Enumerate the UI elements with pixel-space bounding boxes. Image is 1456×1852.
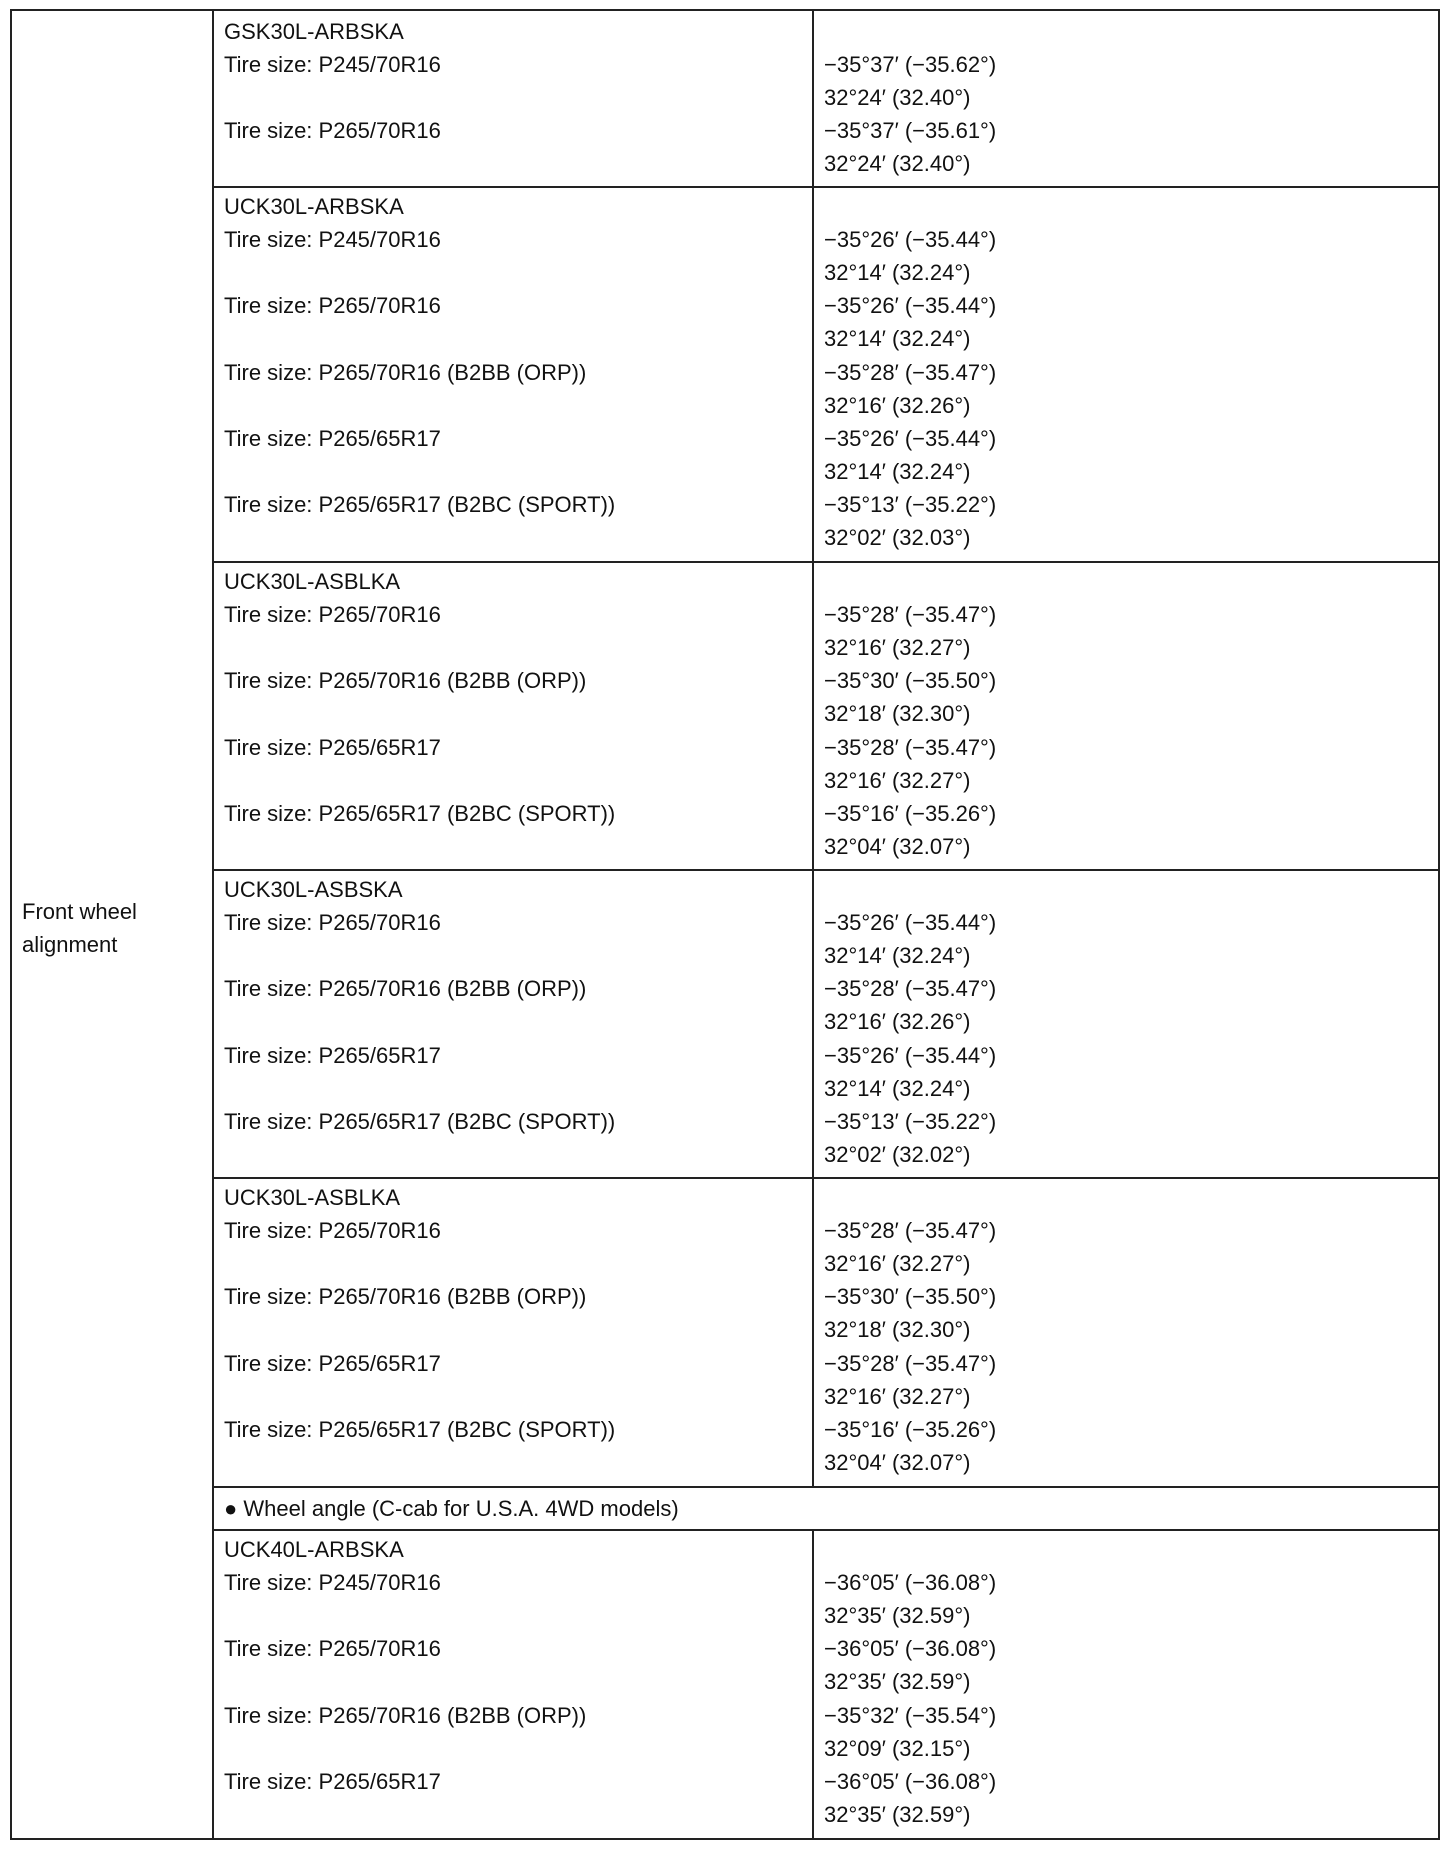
inner-wheel-angle: −35°26′ (−35.44°): [824, 293, 997, 319]
outer-wheel-angle: 32°35′ (32.59°): [824, 1603, 971, 1629]
outer-wheel-angle: 32°02′ (32.03°): [824, 525, 971, 550]
tire-size-label: Tire size: P265/70R16 (B2BB (ORP)): [224, 1702, 587, 1728]
inner-wheel-angle: −35°28′ (−35.47°): [824, 359, 997, 385]
row-separator: [212, 1177, 1438, 1179]
tire-size-label: Tire size: P265/65R17 (B2BC (SPORT)): [224, 1108, 616, 1134]
column-divider-values-top: [812, 11, 814, 1486]
tire-size-label: Tire size: P265/65R17: [224, 1768, 441, 1794]
inner-wheel-angle: −35°30′ (−35.50°): [824, 668, 997, 694]
inner-wheel-angle: −35°28′ (−35.47°): [824, 1218, 997, 1244]
row-separator: [212, 561, 1438, 563]
inner-wheel-angle: −35°26′ (−35.44°): [824, 1042, 997, 1068]
column-divider-label: [212, 11, 214, 1838]
outer-wheel-angle: 32°16′ (32.27°): [824, 1251, 971, 1277]
column-divider-values-bottom: [812, 1529, 814, 1840]
inner-wheel-angle: −35°28′ (−35.47°): [824, 734, 997, 760]
inner-wheel-angle: −35°32′ (−35.54°): [824, 1702, 997, 1728]
outer-wheel-angle: 32°16′ (32.26°): [824, 392, 971, 418]
tire-size-label: Tire size: P265/65R17: [224, 1350, 441, 1376]
tire-size-label: Tire size: P265/70R16: [224, 1636, 441, 1662]
outer-wheel-angle: 32°14′ (32.24°): [824, 326, 971, 352]
inner-wheel-angle: −35°16′ (−35.26°): [824, 800, 997, 826]
inner-wheel-angle: −35°37′ (−35.61°): [824, 118, 997, 144]
section-note: ● Wheel angle (C-cab for U.S.A. 4WD models): [224, 1496, 679, 1521]
tire-size-label: Tire size: P265/70R16: [224, 910, 441, 936]
tire-size-label: Tire size: P265/65R17: [224, 1042, 441, 1068]
inner-wheel-angle: −35°13′ (−35.22°): [824, 491, 997, 517]
inner-wheel-angle: −35°28′ (−35.47°): [824, 976, 997, 1002]
tire-size-label: Tire size: P245/70R16: [224, 227, 441, 253]
outer-wheel-angle: 32°18′ (32.30°): [824, 701, 971, 727]
outer-wheel-angle: 32°16′ (32.26°): [824, 1009, 971, 1035]
outer-wheel-angle: 32°35′ (32.59°): [824, 1801, 971, 1827]
tire-size-label: Tire size: P265/70R16 (B2BB (ORP)): [224, 976, 587, 1002]
outer-wheel-angle: 32°16′ (32.27°): [824, 1383, 971, 1409]
tire-size-label: Tire size: P265/70R16: [224, 118, 441, 144]
outer-wheel-angle: 32°14′ (32.24°): [824, 1075, 971, 1101]
model-code: UCK30L-ASBSKA: [224, 877, 403, 902]
inner-wheel-angle: −36°05′ (−36.08°): [824, 1636, 997, 1662]
row-separator: [212, 1486, 1438, 1488]
inner-wheel-angle: −35°28′ (−35.47°): [824, 1350, 997, 1376]
model-code: UCK30L-ASBLKA: [224, 569, 401, 594]
tire-size-label: Tire size: P265/70R16: [224, 1218, 441, 1244]
spec-table: [10, 9, 1440, 1840]
outer-wheel-angle: 32°24′ (32.40°): [824, 85, 971, 111]
outer-wheel-angle: 32°14′ (32.24°): [824, 260, 971, 286]
parameter-label: Front wheel alignment: [22, 899, 137, 957]
tire-size-label: Tire size: P245/70R16: [224, 52, 441, 78]
inner-wheel-angle: −35°26′ (−35.44°): [824, 910, 997, 936]
tire-size-label: Tire size: P265/65R17 (B2BC (SPORT)): [224, 491, 616, 517]
outer-wheel-angle: 32°14′ (32.24°): [824, 458, 971, 484]
row-separator: [212, 869, 1438, 871]
inner-wheel-angle: −35°37′ (−35.62°): [824, 52, 997, 78]
tire-size-label: Tire size: P245/70R16: [224, 1570, 441, 1596]
inner-wheel-angle: −35°26′ (−35.44°): [824, 425, 997, 451]
tire-size-label: Tire size: P265/70R16 (B2BB (ORP)): [224, 668, 587, 694]
outer-wheel-angle: 32°09′ (32.15°): [824, 1735, 971, 1761]
outer-wheel-angle: 32°14′ (32.24°): [824, 943, 971, 969]
tire-size-label: Tire size: P265/65R17 (B2BC (SPORT)): [224, 800, 616, 826]
outer-wheel-angle: 32°18′ (32.30°): [824, 1317, 971, 1343]
outer-wheel-angle: 32°16′ (32.27°): [824, 767, 971, 793]
row-separator: [212, 1529, 1438, 1531]
tire-size-label: Tire size: P265/65R17: [224, 734, 441, 760]
tire-size-label: Tire size: P265/70R16: [224, 293, 441, 319]
inner-wheel-angle: −36°05′ (−36.08°): [824, 1570, 997, 1596]
inner-wheel-angle: −35°28′ (−35.47°): [824, 602, 997, 628]
outer-wheel-angle: 32°04′ (32.07°): [824, 833, 971, 859]
outer-wheel-angle: 32°24′ (32.40°): [824, 151, 971, 177]
model-code: GSK30L-ARBSKA: [224, 19, 404, 44]
outer-wheel-angle: 32°02′ (32.02°): [824, 1141, 971, 1167]
model-code: UCK30L-ARBSKA: [224, 194, 404, 219]
model-code: UCK30L-ASBLKA: [224, 1185, 401, 1210]
inner-wheel-angle: −35°13′ (−35.22°): [824, 1108, 997, 1134]
inner-wheel-angle: −35°30′ (−35.50°): [824, 1284, 997, 1310]
outer-wheel-angle: 32°04′ (32.07°): [824, 1449, 971, 1475]
tire-size-label: Tire size: P265/70R16 (B2BB (ORP)): [224, 1284, 587, 1310]
tire-size-label: Tire size: P265/65R17 (B2BC (SPORT)): [224, 1416, 616, 1442]
outer-wheel-angle: 32°35′ (32.59°): [824, 1669, 971, 1695]
model-code: UCK40L-ARBSKA: [224, 1537, 404, 1562]
outer-wheel-angle: 32°16′ (32.27°): [824, 635, 971, 661]
tire-size-label: Tire size: P265/65R17: [224, 425, 441, 451]
tire-size-label: Tire size: P265/70R16: [224, 602, 441, 628]
inner-wheel-angle: −35°16′ (−35.26°): [824, 1416, 997, 1442]
inner-wheel-angle: −35°26′ (−35.44°): [824, 227, 997, 253]
inner-wheel-angle: −36°05′ (−36.08°): [824, 1768, 997, 1794]
row-separator: [212, 186, 1438, 188]
tire-size-label: Tire size: P265/70R16 (B2BB (ORP)): [224, 359, 587, 385]
